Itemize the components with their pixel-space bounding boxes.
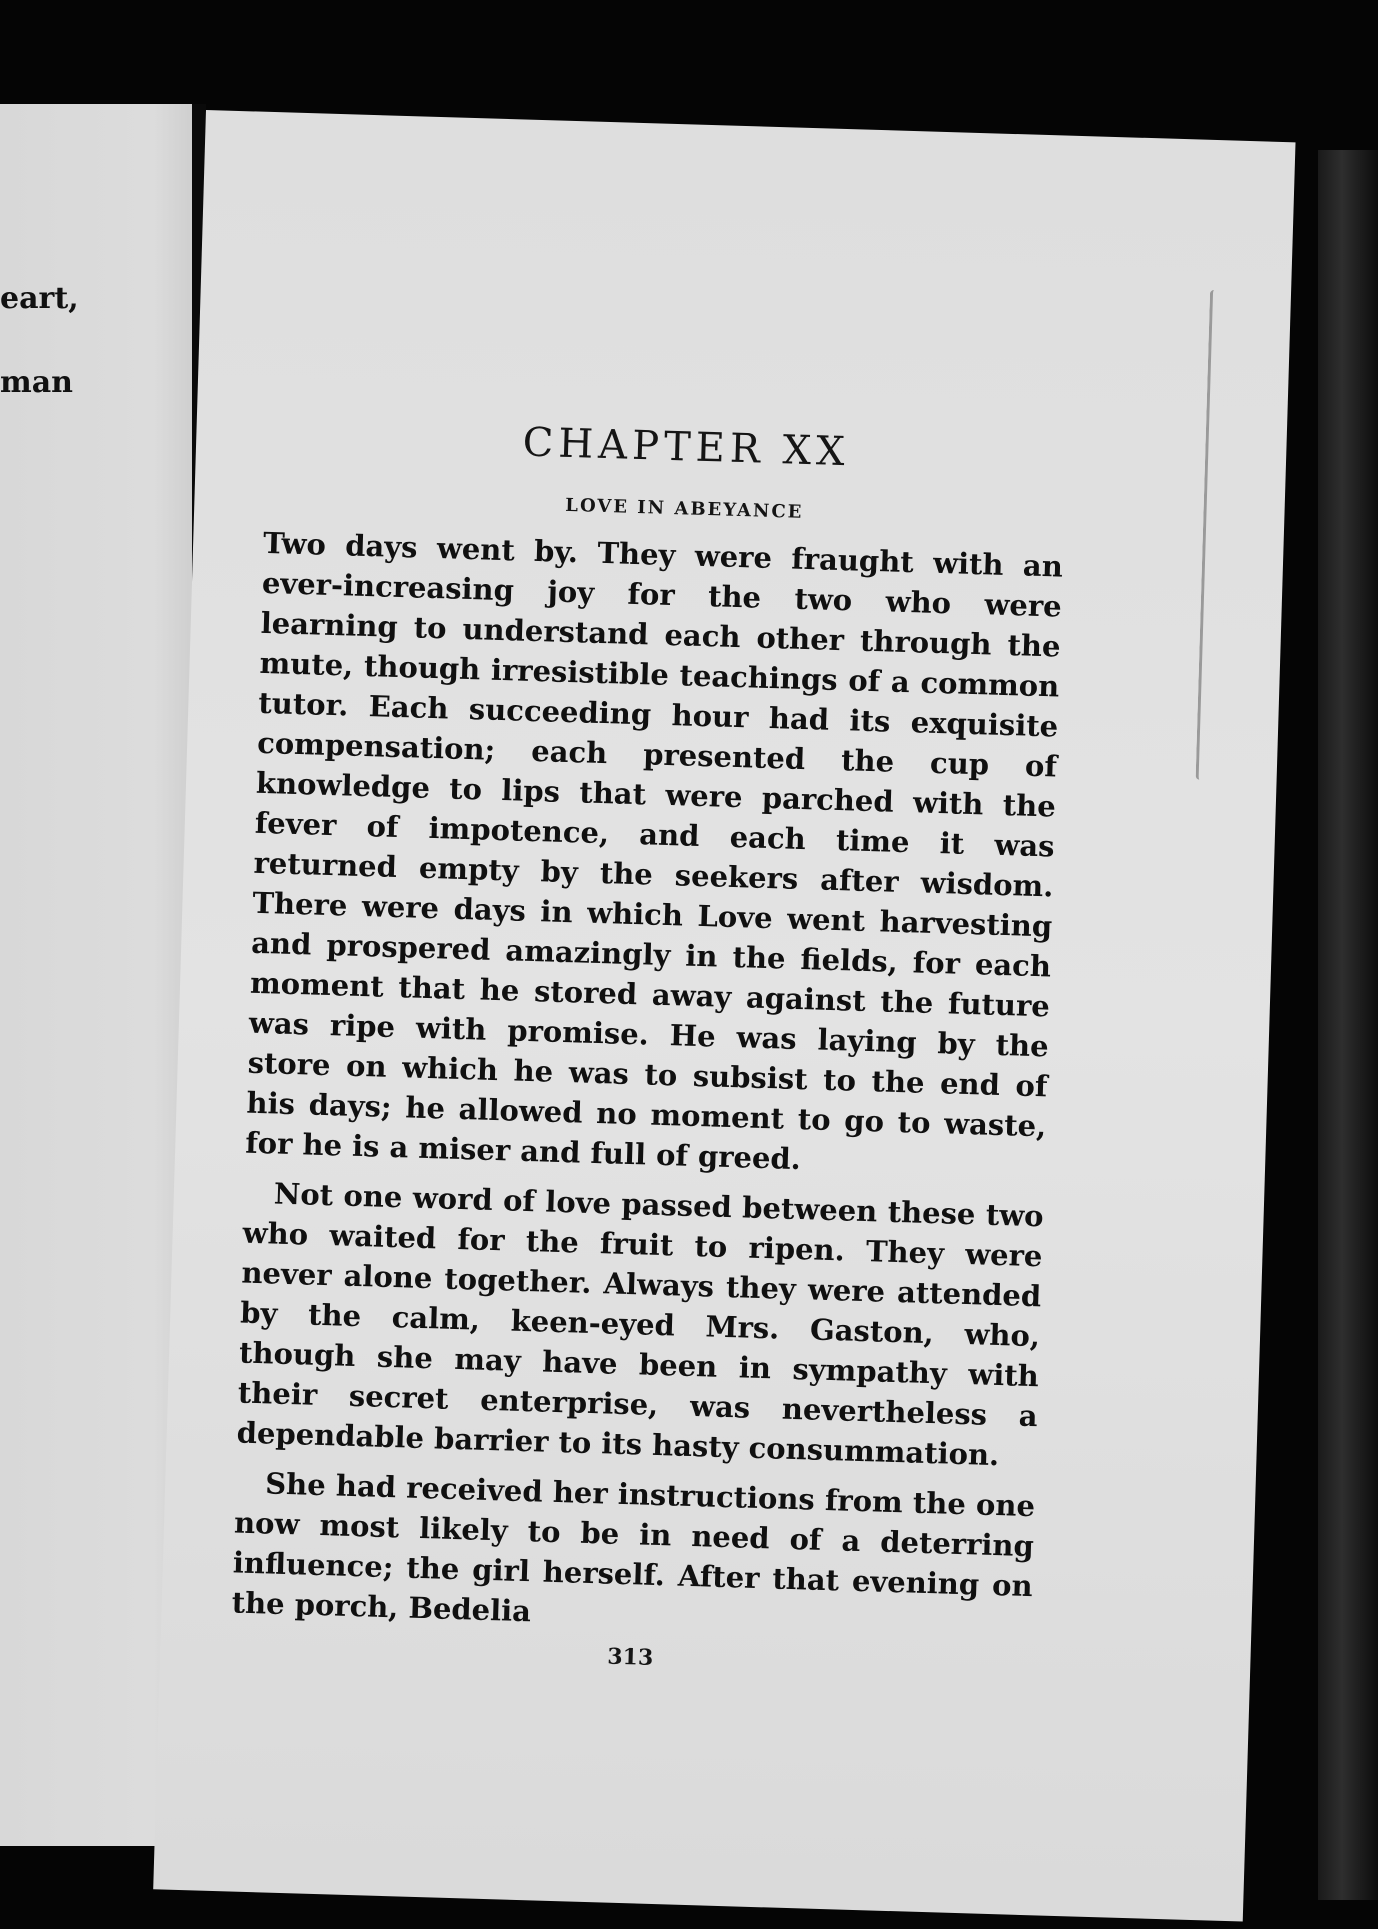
book-edge xyxy=(1318,150,1378,1900)
paragraph: Two days went by. They were fraught with an ever-increasing joy for the two who were learning to understand each other through the mute, though irresistible teachings of a common tutor. Each succeeding hour had its exquisite compensation; each presented the cup of knowledge to lips that were parched with the fever of impotence, and each time it was returned empty by the seekers after wisdom. There were days in which Love went harvesting and prospered amazingly in the fields, for each moment that he stored away against the future was ripe with promise. He was laying by the store on which he was to subsist to the end of his days; he allowed no moment to go to waste, for he is a miser and full of greed. xyxy=(244,525,1064,1177)
paragraph: She had received her instructions from the one now most likely to be in need of a deterring influence; the girl herself. After that evening on the porch, Bedelia xyxy=(231,1466,1036,1629)
chapter-heading: CHAPTER XX xyxy=(522,419,851,476)
previous-page-fragment: eart, xyxy=(0,281,79,316)
previous-page-fragment: man xyxy=(0,365,73,400)
page-content xyxy=(230,412,1067,1682)
page-curl xyxy=(1196,290,1222,780)
book-page xyxy=(153,110,1295,1922)
paragraph: Not one word of love passed between these two who waited for the fruit to ripen. They were never alone together. Always they were attended by the calm, keen-eyed Mrs. Gaston, who, though she may have been in sympathy with their secret enterprise, was nevertheless a dependable barrier to its hasty consummation. xyxy=(236,1176,1045,1473)
page-number: 313 xyxy=(606,1643,654,1671)
chapter-subtitle: LOVE IN ABEYANCE xyxy=(565,494,804,523)
